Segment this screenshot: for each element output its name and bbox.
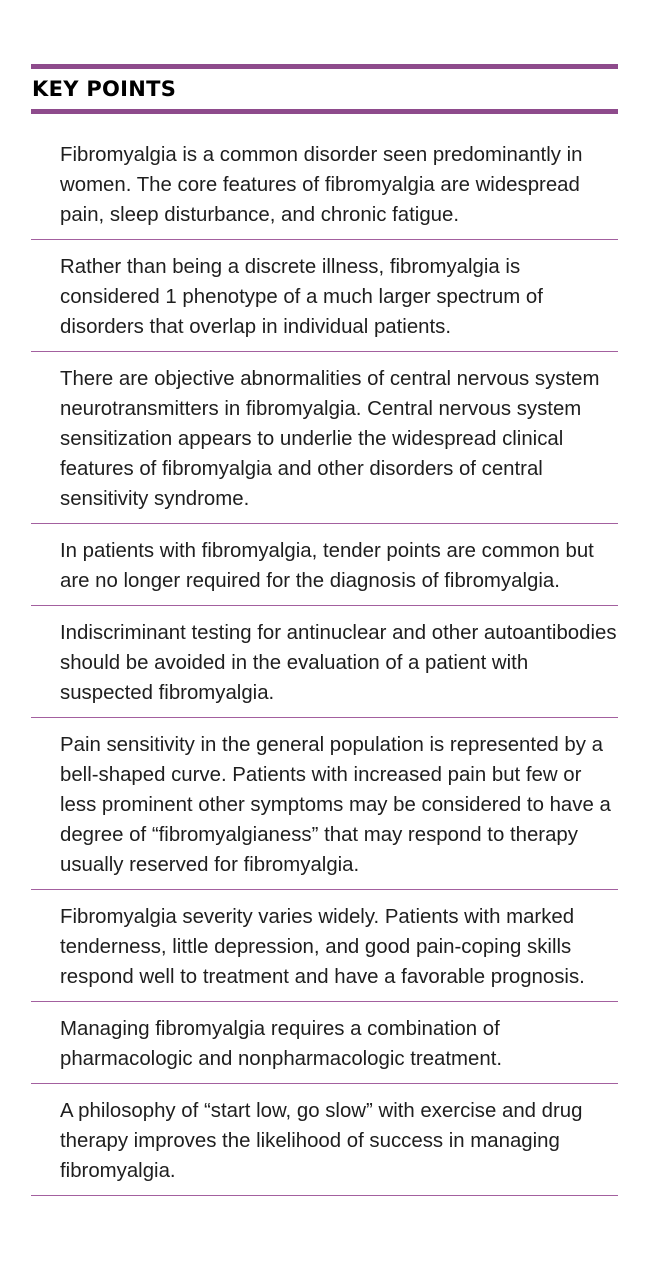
key-points-box bbox=[31, 64, 618, 1196]
key-point-9: A philosophy of “start low, go slow” with exercise and drug therapy improves the likelihood of success in managing fibromyalgia. bbox=[31, 1084, 618, 1196]
key-point-4: In patients with fibromyalgia, tender points are common but are no longer required for the diagnosis of fibromyalgia. bbox=[31, 524, 618, 606]
key-point-8: Managing fibromyalgia requires a combination of pharmacologic and nonpharmacologic treatment. bbox=[31, 1002, 618, 1084]
key-point-2: Rather than being a discrete illness, fibromyalgia is considered 1 phenotype of a much larger spectrum of disorders that overlap in individual patients. bbox=[31, 240, 618, 352]
key-point-1: Fibromyalgia is a common disorder seen predominantly in women. The core features of fibromyalgia are widespread pain, sleep disturbance, and chronic fatigue. bbox=[31, 114, 618, 240]
key-points-heading: KEY POINTS bbox=[32, 77, 177, 101]
key-point-5: Indiscriminant testing for antinuclear and other autoantibodies should be avoided in the evaluation of a patient with suspected fibromyalgia. bbox=[31, 606, 618, 718]
key-points-list bbox=[31, 114, 618, 1196]
key-point-7: Fibromyalgia severity varies widely. Patients with marked tenderness, little depression, and good pain-coping skills respond well to treatment and have a favorable prognosis. bbox=[31, 890, 618, 1002]
key-point-6: Pain sensitivity in the general population is represented by a bell-shaped curve. Patients with increased pain but few or less prominent other symptoms may be considered to have a degree of “fibromyalgianess” that may respond to therapy usually reserved for fibromyalgia. bbox=[31, 718, 618, 890]
key-point-3: There are objective abnormalities of central nervous system neurotransmitters in fibromyalgia. Central nervous system sensitization appears to underlie the widespread clinical features of fibromyalgia and other disorders of central sensitivity syndrome. bbox=[31, 352, 618, 524]
